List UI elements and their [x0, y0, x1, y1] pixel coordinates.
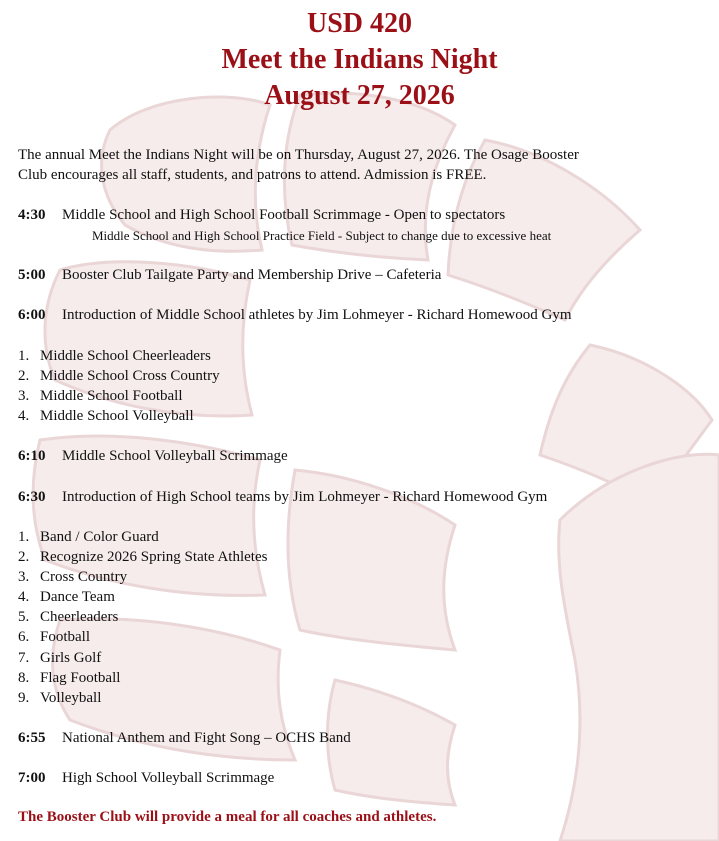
- schedule-time: 6:55: [18, 730, 46, 746]
- list-number: 5.: [18, 609, 30, 625]
- schedule-time: 6:30: [18, 489, 46, 505]
- list-text: Dance Team: [40, 589, 115, 605]
- schedule-note: Middle School and High School Practice Field - Subject to change due to excessive heat: [92, 228, 552, 243]
- list-number: 8.: [18, 670, 30, 686]
- schedule-time: 7:00: [18, 770, 46, 786]
- list-item: [18, 648, 101, 668]
- list-text: Recognize 2026 Spring State Athletes: [40, 549, 268, 565]
- schedule-item: [18, 205, 505, 225]
- list-item: [18, 386, 183, 406]
- schedule-time: 4:30: [18, 207, 46, 223]
- schedule-item: [18, 265, 441, 285]
- list-number: 1.: [18, 348, 30, 364]
- schedule-text: National Anthem and Fight Song – OCHS Band: [62, 730, 351, 746]
- list-item: [18, 346, 211, 366]
- schedule-time: 5:00: [18, 267, 46, 283]
- list-item: [18, 668, 120, 688]
- list-item: [18, 587, 115, 607]
- intro-line-2: Club encourages all staff, students, and patrons to attend. Admission is FREE.: [18, 167, 487, 183]
- list-text: Football: [40, 629, 91, 645]
- list-text: Middle School Cross Country: [40, 368, 220, 384]
- list-number: 2.: [18, 368, 30, 384]
- intro-line-1: The annual Meet the Indians Night will be on Thursday, August 27, 2026. The Osage Booster: [18, 147, 579, 163]
- schedule-item: [18, 728, 351, 748]
- list-number: 3.: [18, 388, 30, 404]
- list-number: 2.: [18, 549, 30, 565]
- list-item: [18, 366, 220, 386]
- schedule-item: [18, 305, 572, 325]
- list-number: 1.: [18, 529, 30, 545]
- list-text: Band / Color Guard: [40, 529, 159, 545]
- schedule-text: Middle School and High School Football Scrimmage - Open to spectators: [62, 207, 506, 223]
- schedule-time: 6:00: [18, 307, 46, 323]
- list-text: Girls Golf: [40, 650, 102, 666]
- schedule-text: Introduction of Middle School athletes by Jim Lohmeyer - Richard Homewood Gym: [62, 307, 572, 323]
- list-number: 3.: [18, 569, 30, 585]
- list-number: 4.: [18, 408, 30, 424]
- schedule-text: Middle School Volleyball Scrimmage: [62, 448, 288, 464]
- list-text: Middle School Volleyball: [40, 408, 194, 424]
- list-number: 7.: [18, 650, 30, 666]
- list-number: 4.: [18, 589, 30, 605]
- list-item: [18, 627, 90, 647]
- schedule-item: [18, 446, 288, 466]
- list-text: Middle School Football: [40, 388, 183, 404]
- list-item: [18, 547, 267, 567]
- schedule-text: Introduction of High School teams by Jim Lohmeyer - Richard Homewood Gym: [62, 489, 548, 505]
- list-item: [18, 527, 159, 547]
- list-text: Flag Football: [40, 670, 121, 686]
- title-line-3: August 27, 2026: [264, 80, 455, 111]
- title-line-2: Meet the Indians Night: [221, 44, 498, 75]
- schedule-item: [18, 487, 547, 507]
- list-item: [18, 607, 118, 627]
- list-number: 6.: [18, 629, 30, 645]
- footer-note: The Booster Club will provide a meal for all coaches and athletes.: [18, 809, 437, 825]
- schedule-text: High School Volleyball Scrimmage: [62, 770, 275, 786]
- list-text: Cross Country: [40, 569, 128, 585]
- list-text: Cheerleaders: [40, 609, 119, 625]
- schedule-item: [18, 768, 274, 788]
- schedule-time: 6:10: [18, 448, 46, 464]
- list-item: [18, 406, 194, 426]
- schedule-text: Booster Club Tailgate Party and Membership Drive – Cafeteria: [62, 267, 442, 283]
- list-number: 9.: [18, 690, 30, 706]
- list-item: [18, 688, 101, 708]
- list-text: Middle School Cheerleaders: [40, 348, 211, 364]
- list-item: [18, 567, 127, 587]
- title-line-1: USD 420: [306, 8, 412, 39]
- list-text: Volleyball: [40, 690, 102, 706]
